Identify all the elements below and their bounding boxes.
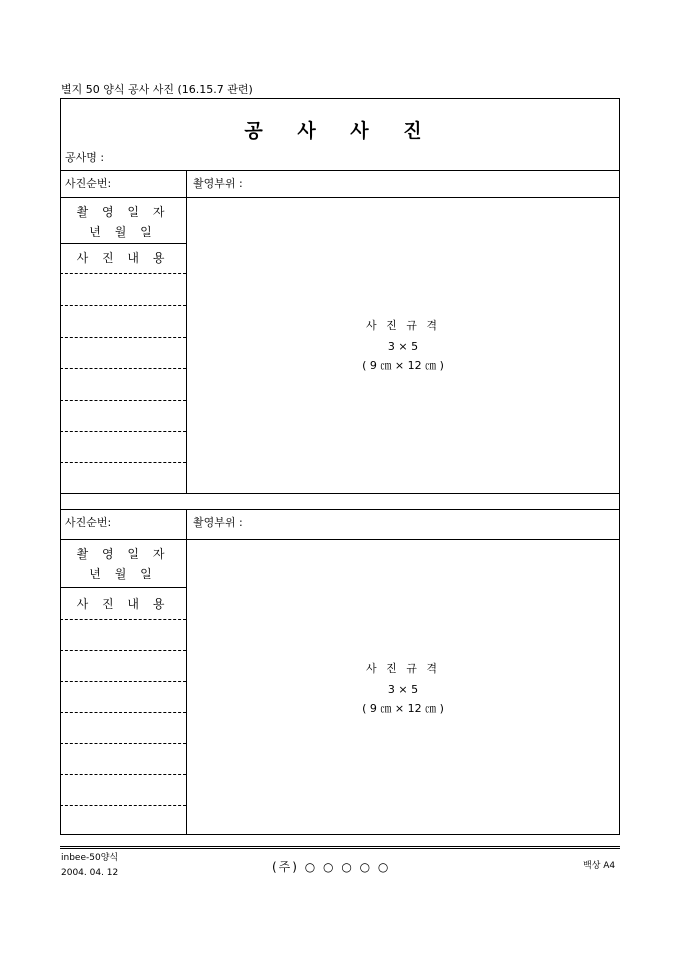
spec-title: 사 진 규 격 [366, 319, 440, 332]
photo-location-label: 촬영부위 : [193, 516, 243, 529]
footer-company: (주) ○ ○ ○ ○ ○ [272, 860, 391, 874]
date-label: 년 월 일 [89, 225, 157, 239]
photo-location-label: 촬영부위 : [193, 177, 243, 190]
divider [60, 509, 620, 510]
content-label: 사 진 내 용 [76, 597, 170, 611]
content-line[interactable] [60, 712, 186, 713]
date-label: 년 월 일 [89, 567, 157, 581]
divider [60, 243, 186, 244]
content-line[interactable] [60, 273, 186, 274]
footer-date: 2004. 04. 12 [61, 868, 119, 878]
content-line[interactable] [60, 619, 186, 620]
content-line[interactable] [60, 431, 186, 432]
spec-title: 사 진 규 격 [366, 662, 440, 675]
photo-number-label: 사진순번: [65, 516, 112, 529]
divider [60, 493, 620, 494]
page-title: 공 사 사 진 [244, 120, 436, 142]
divider [60, 587, 186, 588]
content-line[interactable] [60, 305, 186, 306]
content-line[interactable] [60, 805, 186, 806]
photographer-label: 촬 영 일 자 [76, 205, 170, 219]
project-name-label: 공사명 : [65, 151, 105, 164]
footer-code: inbee-50양식 [61, 853, 119, 863]
form-caption: 별지 50 양식 공사 사진 (16.15.7 관련) [61, 83, 253, 96]
content-line[interactable] [60, 462, 186, 463]
content-line[interactable] [60, 681, 186, 682]
spec-size: 3 × 5 [387, 683, 419, 696]
content-line[interactable] [60, 743, 186, 744]
content-label: 사 진 내 용 [76, 251, 170, 265]
photographer-label: 촬 영 일 자 [76, 547, 170, 561]
content-line[interactable] [60, 650, 186, 651]
spec-cm: ( 9 ㎝ × 12 ㎝ ) [362, 702, 444, 715]
content-line[interactable] [60, 368, 186, 369]
content-line[interactable] [60, 400, 186, 401]
spec-size: 3 × 5 [387, 340, 419, 353]
content-line[interactable] [60, 774, 186, 775]
photo-number-label: 사진순번: [65, 177, 112, 190]
spec-cm: ( 9 ㎝ × 12 ㎝ ) [362, 359, 444, 372]
divider [60, 170, 620, 171]
footer-rule [60, 846, 620, 849]
footer-paper: 백상 A4 [583, 861, 616, 871]
content-line[interactable] [60, 337, 186, 338]
